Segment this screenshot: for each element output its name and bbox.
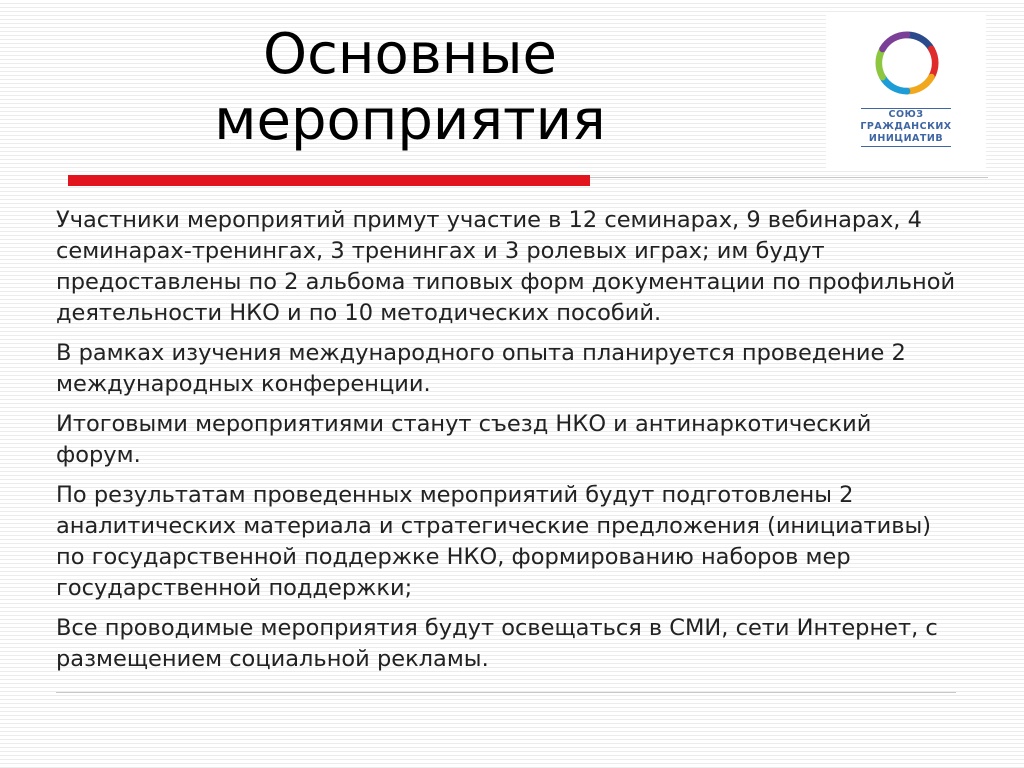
title-divider <box>590 177 988 178</box>
slide-body <box>56 205 956 684</box>
swirl-logo-icon <box>870 26 944 100</box>
title-line: мероприятия <box>214 88 606 153</box>
bottom-divider <box>56 692 956 693</box>
logo-text-line: ИНИЦИАТИВ <box>868 133 944 144</box>
body-paragraph: По результатам проведенных мероприятий будут подготовлены 2 аналитических материала и стратегические предложения (инициативы) по государственной поддержке НКО, формированию наборов мер государственной поддержки; <box>56 482 932 601</box>
logo-text-line: СОЮЗ <box>888 109 924 120</box>
title-accent-bar <box>68 175 590 186</box>
body-paragraph: Участники мероприятий примут участие в 12 семинарах, 9 вебинарах, 4 семинарах-тренингах, 3 тренингах и 3 ролевых играх; им будут предоставлены по 2 альбома типовых форм документации по профильной деятельности НКО и по 10 методических пособий. <box>56 207 956 326</box>
body-paragraph: Итоговыми мероприятиями станут съезд НКО и антинаркотический форум. <box>56 411 872 468</box>
body-paragraph: В рамках изучения международного опыта планируется проведение 2 международных конференции. <box>56 340 906 397</box>
organization-logo <box>826 12 986 168</box>
logo-divider <box>861 146 951 147</box>
logo-text-line: ГРАЖДАНСКИХ <box>860 121 952 132</box>
title-line: Основные <box>262 22 558 87</box>
body-paragraph: Все проводимые мероприятия будут освещаться в СМИ, сети Интернет, с размещением социальной рекламы. <box>56 615 938 672</box>
slide-title <box>150 22 670 154</box>
